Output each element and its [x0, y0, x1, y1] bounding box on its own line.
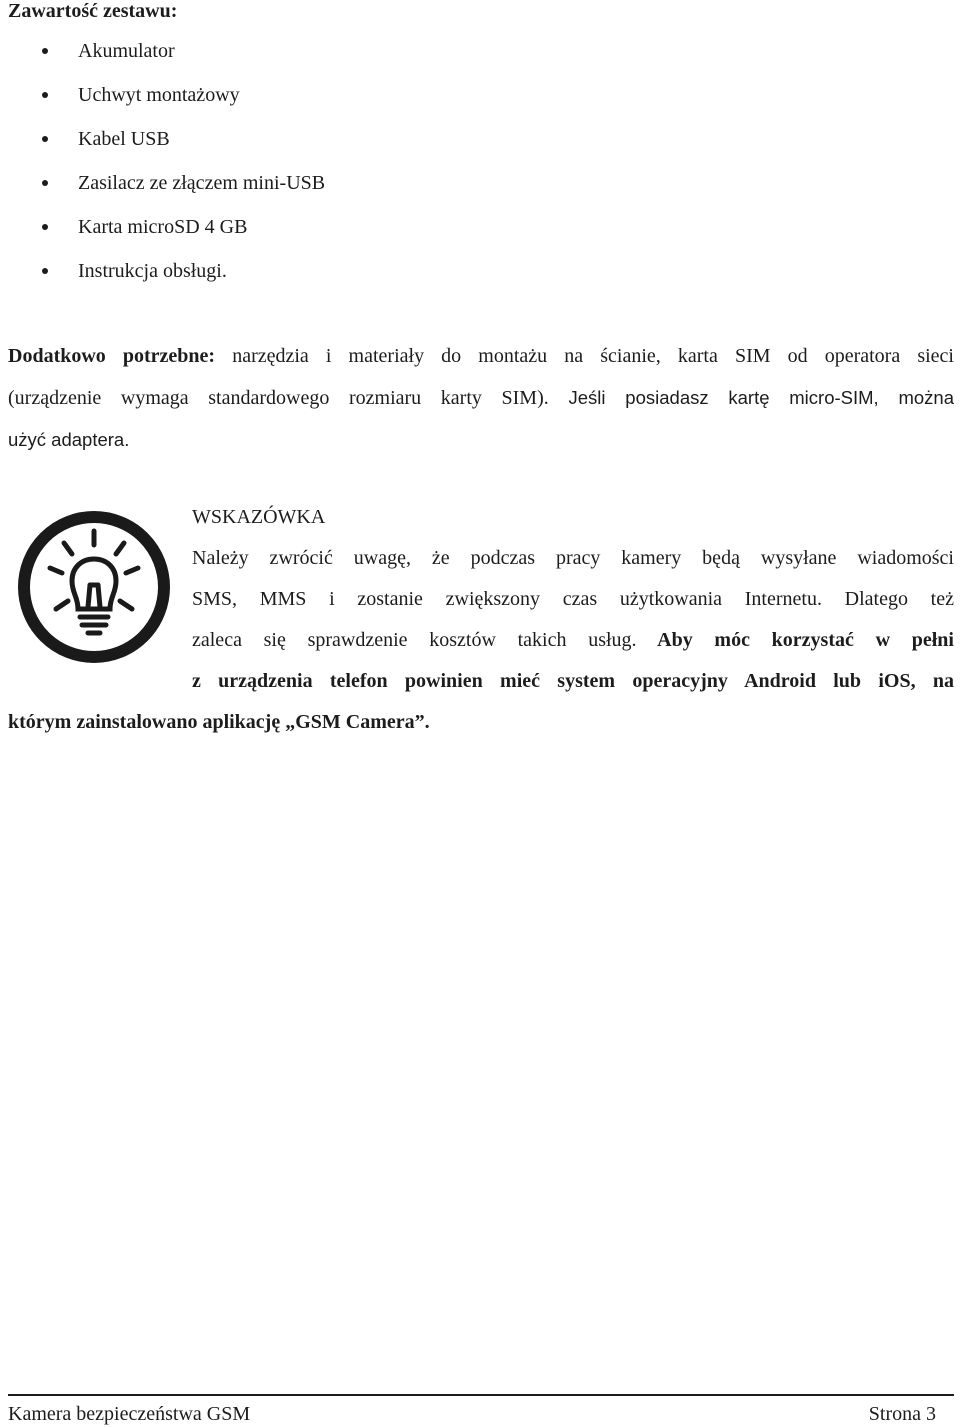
bullet-icon: [42, 92, 48, 98]
bullet-icon: [42, 224, 48, 230]
requirements-text: (urządzenie wymaga standardowego rozmiaru karty SIM).: [8, 387, 549, 409]
tip-text: zaleca się sprawdzenie kosztów takich usług.: [192, 629, 637, 651]
list-item: [0, 124, 325, 168]
list-item-label: Uchwyt montażowy: [78, 84, 240, 106]
bullet-icon: [42, 48, 48, 54]
tip-bold-text: z urządzenia telefon powinien mieć system operacyjny Android lub iOS, na: [192, 670, 954, 692]
list-item-label: Akumulator: [78, 40, 175, 62]
list-item: [0, 36, 325, 80]
list-item-label: Zasilacz ze złączem mini-USB: [78, 172, 326, 194]
bullet-icon: [42, 268, 48, 274]
page-number: Strona 3: [868, 1403, 936, 1425]
list-item-label: Kabel USB: [78, 128, 170, 150]
contents-list: [0, 36, 325, 300]
list-item: [0, 80, 325, 124]
tip-line-3: [192, 620, 954, 661]
list-item-label: Instrukcja obsługi.: [78, 260, 227, 282]
tip-title: WSKAZÓWKA: [192, 506, 326, 528]
tip-line-5: którym zainstalowano aplikację „GSM Camera”.: [8, 711, 430, 733]
list-item: [0, 212, 325, 256]
requirements-line-1: [8, 336, 954, 377]
contents-heading: Zawartość zestawu:: [8, 0, 178, 22]
footer-divider: [8, 1394, 954, 1396]
requirements-paragraph: [8, 336, 954, 460]
bullet-icon: [42, 180, 48, 186]
footer-title: Kamera bezpieczeństwa GSM: [8, 1403, 251, 1425]
bullet-icon: [42, 136, 48, 142]
tip-line-2: SMS, MMS i zostanie zwiększony czas użytkowania Internetu. Dlatego też: [192, 588, 954, 610]
tip-bold-text: Aby móc korzystać w pełni: [636, 629, 954, 651]
tip-line-1: Należy zwrócić uwagę, że podczas pracy kamery będą wysyłane wiadomości: [192, 547, 954, 569]
requirements-text: narzędzia i materiały do montażu na ścianie, karta SIM od operatora sieci: [215, 345, 954, 367]
list-item: [0, 256, 325, 300]
requirements-label: Dodatkowo potrzebne:: [8, 345, 216, 367]
requirements-text: Jeśli posiadasz kartę micro-SIM, można: [548, 387, 954, 408]
requirements-line-2: [8, 377, 954, 419]
tip-paragraph: [192, 538, 954, 702]
tip-line-4: [192, 661, 954, 702]
list-item-label: Karta microSD 4 GB: [78, 216, 248, 238]
requirements-line-3: użyć adaptera.: [8, 429, 130, 450]
lightbulb-icon: [16, 509, 172, 665]
list-item: [0, 168, 325, 212]
